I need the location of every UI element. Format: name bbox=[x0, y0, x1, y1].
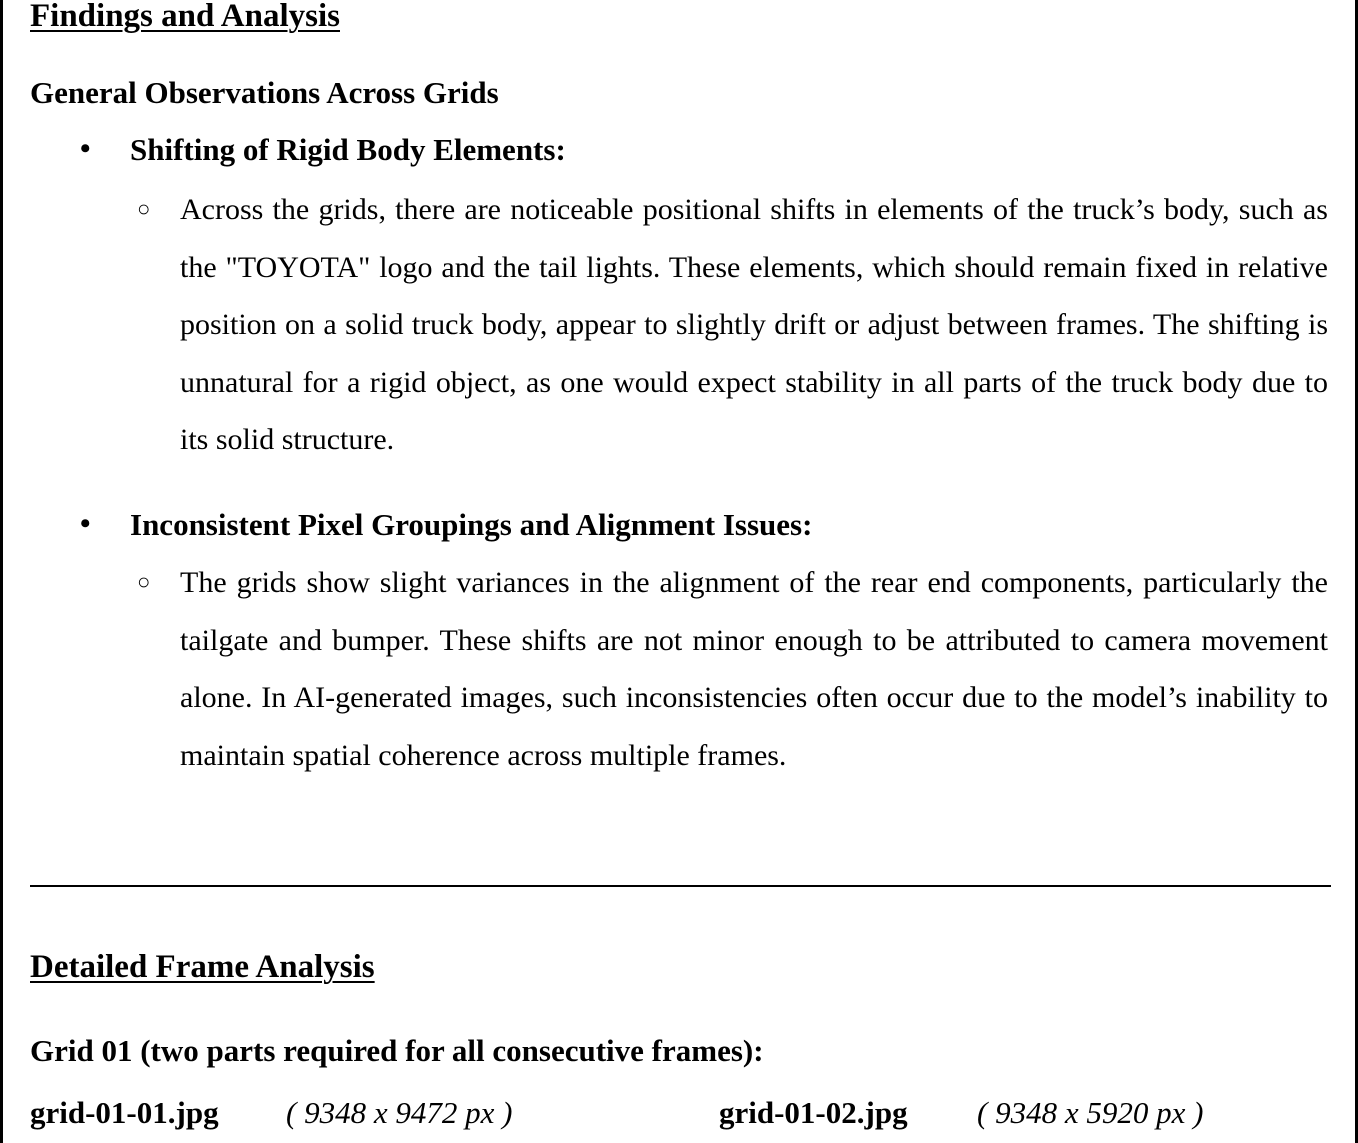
file-name: grid-01-01.jpg bbox=[30, 1095, 219, 1130]
file-size-entry bbox=[286, 1097, 512, 1128]
file-name: grid-01-02.jpg bbox=[719, 1095, 908, 1130]
bullet-marker: • bbox=[80, 507, 91, 540]
sub-bullet-marker: ○ bbox=[137, 196, 151, 221]
file-entry bbox=[30, 1097, 219, 1128]
file-dimensions: ( 9348 x 5920 px ) bbox=[977, 1095, 1204, 1130]
bullet-heading: Shifting of Rigid Body Elements: bbox=[130, 132, 566, 167]
bullet-heading: Inconsistent Pixel Groupings and Alignment Issues: bbox=[130, 507, 813, 542]
file-size-entry bbox=[977, 1097, 1203, 1128]
bullet-marker: • bbox=[80, 132, 91, 165]
sub-bullet-marker: ○ bbox=[137, 569, 151, 594]
bullet-paragraph: The grids show slight variances in the alignment of the rear end components, particularly the tailgate and bumper. These shifts are not minor enough to be attributed to camera movement alone. In AI-generated images, such inconsistencies often occur due to the model’s inability to maintain spatial coherence across multiple frames. bbox=[180, 566, 1328, 772]
file-dimensions: ( 9348 x 9472 px ) bbox=[286, 1095, 513, 1130]
general-observations-heading: General Observations Across Grids bbox=[30, 75, 499, 110]
bullet-paragraph: Across the grids, there are noticeable positional shifts in elements of the truck’s body, such as the "TOYOTA" logo and the tail lights. These elements, which should remain fixed in relative position on a solid truck body, appear to slightly drift or adjust between frames. The shifting is unnatural for a rigid object, as one would expect stability in all parts of the truck body due to its solid structure. bbox=[180, 193, 1328, 456]
horizontal-divider bbox=[30, 885, 1331, 887]
grid-heading: Grid 01 (two parts required for all consecutive frames): bbox=[30, 1033, 764, 1068]
findings-title: Findings and Analysis bbox=[30, 0, 340, 34]
detailed-analysis-title: Detailed Frame Analysis bbox=[30, 949, 375, 985]
file-entry bbox=[719, 1097, 908, 1128]
